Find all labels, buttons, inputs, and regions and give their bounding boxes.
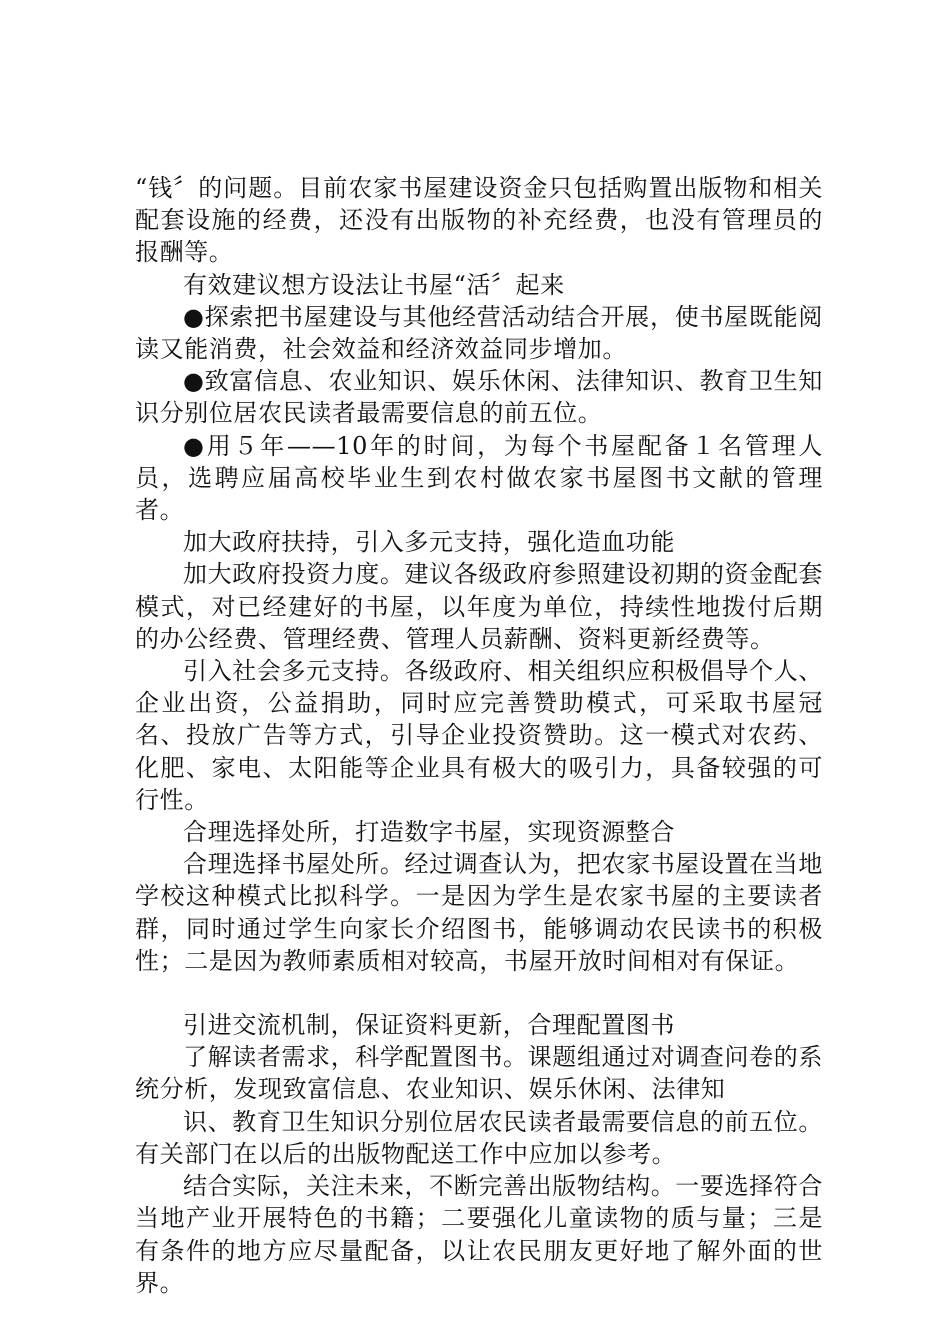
document-body xyxy=(135,172,823,1299)
heading-government-support: 加大政府扶持，引入多元支持，强化造血功能 xyxy=(183,528,675,557)
paragraph-reader-needs: 了解读者需求，科学配置图书。课题组通过对调查问卷的系统分析，发现致富信息、农业知识、娱乐休闲、法律知 xyxy=(135,1043,823,1104)
heading-effective-suggestions: 有效建议想方设法让书屋“活〞起来 xyxy=(183,270,565,299)
bullet-explore-operations: ●探索把书屋建设与其他经营活动结合开展，使书屋既能阅读又能消费，社会效益和经济效益同步增加。 xyxy=(135,302,823,364)
paragraph-money-issue: “钱〞的问题。目前农家书屋建设资金只包括购置出版物和相关配套设施的经费，还没有出版物的补充经费，也没有管理员的报酬等。 xyxy=(135,174,823,267)
paragraph-improve-structure: 结合实际，关注未来，不断完善出版物结构。一要选择符合当地产业开展特色的书籍；二要强化儿童读物的质与量；三是有条件的地方应尽量配备，以让农民朋友更好地了解外面的世界。 xyxy=(135,1172,823,1297)
heading-exchange-mechanism: 引进交流机制，保证资料更新，合理配置图书 xyxy=(183,1011,675,1040)
paragraph-social-support: 引入社会多元支持。各级政府、相关组织应积极倡导个人、企业出资，公益捐助，同时应完善赞助模式，可采取书屋冠名、投放广告等方式，引导企业投资赞助。这一模式对农药、化肥、家电、太阳能等企业具有极大的吸引力，具备较强的可行性。 xyxy=(135,657,823,814)
bullet-managers: ●用５年——10年的时间，为每个书屋配备１名管理人员，选聘应届高校毕业生到农村做农家书屋图书文献的管理者。 xyxy=(135,431,823,525)
paragraph-government-investment: 加大政府投资力度。建议各级政府参照建设初期的资金配套模式，对已经建好的书屋，以年度为单位，持续性地拨付后期的办公经费、管理经费、管理人员薪酬、资料更新经费等。 xyxy=(135,560,823,653)
bullet-information-needs: ●致富信息、农业知识、娱乐休闲、法律知识、教育卫生知识分别位居农民读者最需要信息的前五位。 xyxy=(135,367,823,428)
paragraph-reader-needs-continued: 识、教育卫生知识分别位居农民读者最需要信息的前五位。有关部门在以后的出版物配送工作中应加以参考。 xyxy=(135,1107,823,1168)
paragraph-choose-location: 合理选择书屋处所。经过调查认为，把农家书屋设置在当地学校这种模式比拟科学。一是因为学生是农家书屋的主要读者群，同时通过学生向家长介绍图书，能够调动农民读书的积极性；二是因为教师素质相对较高，书屋开放时间相对有保证。 xyxy=(135,850,823,975)
heading-choose-location: 合理选择处所，打造数字书屋，实现资源整合 xyxy=(183,818,675,847)
